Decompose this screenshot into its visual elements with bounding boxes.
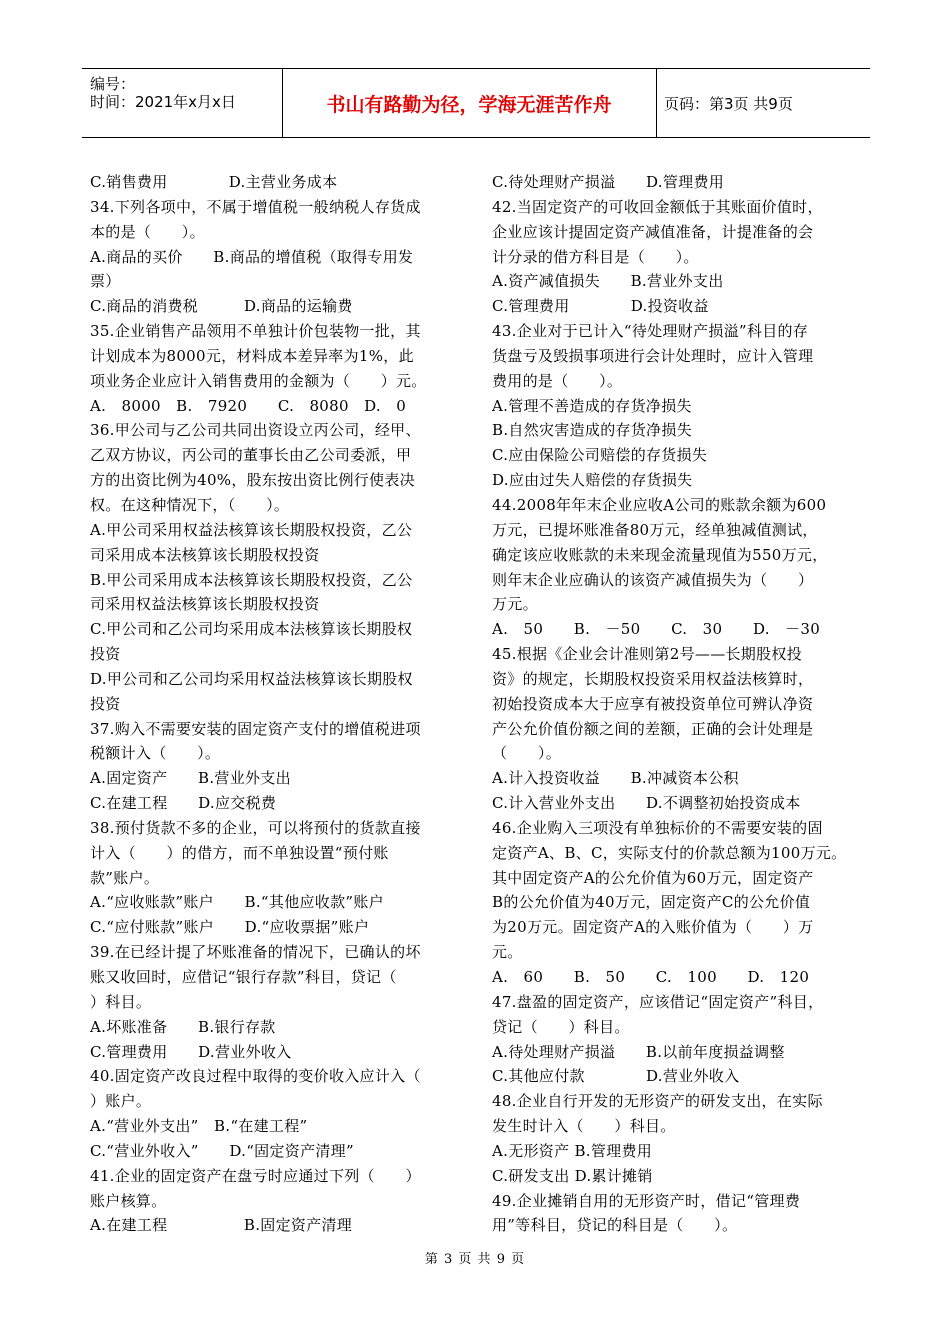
text-line: 则年末企业应确认的该资产减值损失为（ ） bbox=[492, 570, 814, 589]
text-line: A.商品的买价 B.商品的增值税（取得专用发 bbox=[90, 247, 414, 266]
text-line: 计入（ ）的借方，而不单独设置“预付账 bbox=[90, 843, 389, 862]
text-line: 49.企业摊销自用的无形资产时，借记“管理费 bbox=[492, 1191, 801, 1210]
text-line: 40.固定资产改良过程中取得的变价收入应计入（ bbox=[90, 1067, 421, 1086]
text-line: 39.在已经计提了坏账准备的情况下，已确认的坏 bbox=[90, 943, 421, 962]
text-line: 司采用权益法核算该长期股权投资 bbox=[90, 595, 320, 614]
text-line: 47.盘盈的固定资产，应该借记“固定资产”科目， bbox=[492, 992, 824, 1011]
text-line: 乙双方协议，丙公司的董事长由乙公司委派，甲 bbox=[90, 446, 412, 465]
code-label: 编号： bbox=[90, 75, 136, 93]
text-line: 计划成本为8000元，材料成本差异率为1%，此 bbox=[90, 346, 414, 365]
page-footer: 第 3 页 共 9 页 bbox=[424, 1252, 526, 1267]
text-line: A.待处理财产损溢 B.以前年度损益调整 bbox=[492, 1042, 785, 1061]
text-line: C.待处理财产损溢 D.管理费用 bbox=[492, 173, 725, 191]
text-line: A.甲公司采用权益法核算该长期股权投资，乙公 bbox=[90, 520, 413, 539]
text-line: 35.企业销售产品领用不单独计价包装物一批，其 bbox=[90, 322, 421, 341]
text-line: 45.根据《企业会计准则第2号——长期股权投 bbox=[492, 645, 802, 664]
text-line: C.“应付账款”账户 D.“应收票据”账户 bbox=[90, 918, 370, 937]
text-line: C.应由保险公司赔偿的存货损失 bbox=[492, 446, 708, 465]
text-line: C.甲公司和乙公司均采用成本法核算该长期股权 bbox=[90, 620, 413, 639]
text-line: 46.企业购入三项没有单独标价的不需要安装的固 bbox=[492, 818, 823, 837]
text-line: B.甲公司采用成本法核算该长期股权投资，乙公 bbox=[90, 570, 413, 589]
header-motto: 书山有路勤为径，学海无涯苦作舟 bbox=[282, 69, 657, 137]
text-line: 41.企业的固定资产在盘亏时应通过下列（ ） bbox=[90, 1166, 421, 1185]
text-line: 计分录的借方科目是（ ）。 bbox=[492, 247, 699, 266]
text-line: A.“营业外支出” B.“在建工程” bbox=[90, 1117, 308, 1136]
text-line: 账又收回时，应借记“银行存款”科目，贷记（ bbox=[90, 968, 397, 986]
text-line: A.“应收账款”账户 B.“其他应收款”账户 bbox=[90, 893, 384, 912]
text-line: C.其他应付款 D.营业外收入 bbox=[492, 1067, 740, 1086]
text-line: 款”账户。 bbox=[90, 868, 160, 887]
text-line: 司采用成本法核算该长期股权投资 bbox=[90, 545, 320, 564]
text-line: C.管理费用 D.投资收益 bbox=[492, 297, 709, 316]
text-line: 发生时计入（ ）科目。 bbox=[492, 1117, 676, 1136]
text-line: 用”等科目，贷记的科目是（ ）。 bbox=[492, 1216, 738, 1235]
text-line: 34.下列各项中，不属于增值税一般纳税人存货成 bbox=[90, 197, 421, 216]
text-line: 企业应该计提固定资产减值准备，计提准备的会 bbox=[492, 222, 814, 241]
page-header bbox=[82, 68, 870, 138]
text-line: 项业务企业应计入销售费用的金额为（ ）元。 bbox=[90, 371, 427, 390]
text-line: 费用的是（ ）。 bbox=[492, 371, 623, 390]
text-line: 账户核算。 bbox=[90, 1191, 167, 1210]
text-line: C.“营业外收入” D.“固定资产清理” bbox=[90, 1141, 354, 1160]
text-line: 38.预付货款不多的企业，可以将预付的货款直接 bbox=[90, 818, 421, 837]
text-line: 权。在这种情况下，（ ）。 bbox=[90, 495, 290, 514]
text-line: C.在建工程 D.应交税费 bbox=[90, 794, 277, 813]
text-line: 票） bbox=[90, 272, 121, 291]
text-line: C.管理费用 D.营业外收入 bbox=[90, 1042, 292, 1061]
text-line: 万元，已提坏账准备80万元，经单独减值测试， bbox=[492, 520, 818, 539]
text-line: A.在建工程 B.固定资产清理 bbox=[90, 1216, 353, 1235]
text-line: 方的出资比例为40%，股东按出资比例行使表决 bbox=[90, 471, 415, 490]
text-line: A.资产减值损失 B.营业外支出 bbox=[492, 272, 724, 291]
text-line: 本的是（ ）。 bbox=[90, 222, 205, 241]
text-line: A. 50 B. －50 C. 30 D. －30 bbox=[492, 620, 821, 639]
text-line: A.无形资产 B.管理费用 bbox=[492, 1141, 653, 1160]
text-line: 其中固定资产A的公允价值为60万元，固定资产 bbox=[492, 868, 814, 887]
right-column bbox=[492, 170, 872, 1238]
text-line: （ ）。 bbox=[492, 744, 562, 763]
text-line: 元。 bbox=[492, 943, 523, 962]
text-line: 税额计入（ ）。 bbox=[90, 744, 221, 763]
text-line: C.销售费用 D.主营业务成本 bbox=[90, 173, 338, 191]
header-page-label: 页码：第3页 共9页 bbox=[664, 94, 793, 113]
text-line: B.自然灾害造成的存货净损失 bbox=[492, 421, 692, 440]
text-line: A. 8000 B. 7920 C. 8080 D. 0 bbox=[90, 396, 407, 415]
text-line: 产公允价值份额之间的差额，正确的会计处理是 bbox=[492, 719, 814, 738]
text-line: A.管理不善造成的存货净损失 bbox=[492, 396, 692, 415]
time-label: 时间：2021年x月x日 bbox=[90, 93, 236, 111]
text-line: B的公允价值为40万元，固定资产C的公允价值 bbox=[492, 893, 811, 912]
text-line: A.坏账准备 B.银行存款 bbox=[90, 1017, 276, 1036]
text-line: 万元。 bbox=[492, 595, 538, 614]
text-line: 定资产A、B、C，实际支付的价款总额为100万元。 bbox=[492, 843, 847, 862]
text-line: A.计入投资收益 B.冲减资本公积 bbox=[492, 769, 739, 788]
text-line: 37.购入不需要安装的固定资产支付的增值税进项 bbox=[90, 719, 421, 738]
text-line: 42.当固定资产的可收回金额低于其账面价值时， bbox=[492, 197, 823, 216]
text-line: 贷记（ ）科目。 bbox=[492, 1017, 630, 1036]
text-line: 48.企业自行开发的无形资产的研发支出，在实际 bbox=[492, 1092, 823, 1111]
text-line: 初始投资成本大于应享有被投资单位可辨认净资 bbox=[492, 694, 814, 713]
text-line: D.应由过失人赔偿的存货损失 bbox=[492, 471, 693, 490]
text-line: 投资 bbox=[90, 694, 121, 713]
text-line: ）科目。 bbox=[90, 992, 152, 1011]
text-line: A. 60 B. 50 C. 100 D. 120 bbox=[492, 968, 810, 986]
text-line: 资》的规定，长期股权投资采用权益法核算时， bbox=[492, 669, 814, 688]
left-column bbox=[90, 170, 470, 1238]
text-line: C.研发支出 D.累计摊销 bbox=[492, 1166, 653, 1185]
text-line: 货盘亏及毁损事项进行会计处理时，应计入管理 bbox=[492, 346, 814, 365]
header-meta-cell bbox=[82, 69, 283, 137]
text-line: ）账户。 bbox=[90, 1092, 152, 1111]
text-line: 44.2008年年末企业应收A公司的账款余额为600 bbox=[492, 495, 827, 514]
text-line: 投资 bbox=[90, 645, 121, 664]
text-line: A.固定资产 B.营业外支出 bbox=[90, 769, 291, 788]
text-line: 确定该应收账款的未来现金流量现值为550万元， bbox=[492, 545, 828, 564]
text-line: 36.甲公司与乙公司共同出资设立丙公司，经甲、 bbox=[90, 421, 421, 440]
text-line: D.甲公司和乙公司均采用权益法核算该长期股权 bbox=[90, 669, 413, 688]
text-line: 为20万元。固定资产A的入账价值为（ ）万 bbox=[492, 918, 814, 937]
text-line: C.计入营业外支出 D.不调整初始投资成本 bbox=[492, 794, 801, 813]
text-line: C.商品的消费税 D.商品的运输费 bbox=[90, 297, 353, 316]
text-line: 43.企业对于已计入“待处理财产损溢”科目的存 bbox=[492, 322, 809, 341]
